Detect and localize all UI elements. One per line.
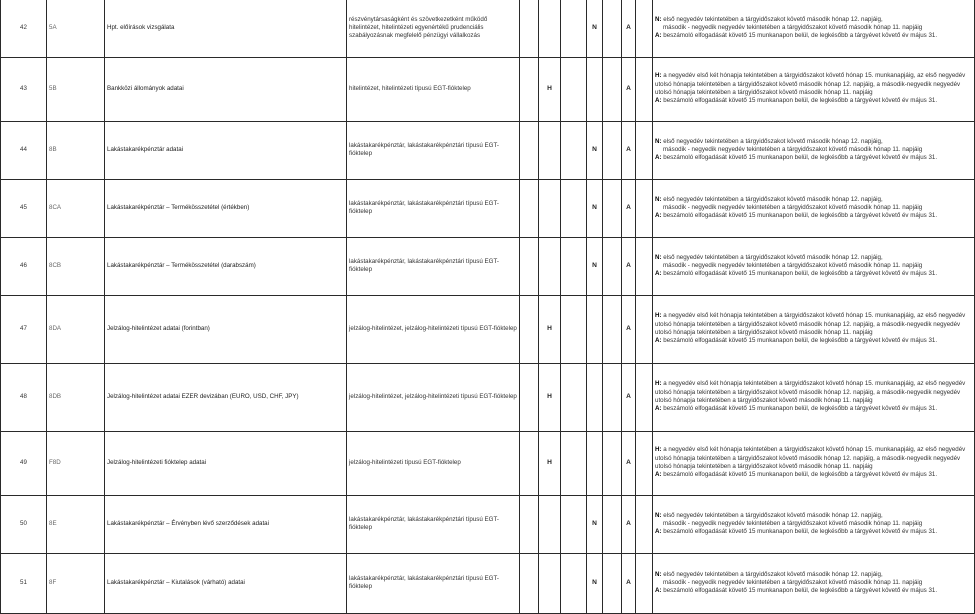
table-code: 8CB [47, 237, 105, 295]
deadline-line [655, 254, 972, 262]
deadline-label: N: [655, 15, 662, 23]
deadline-cell [653, 295, 975, 363]
flag-empty-2 [561, 237, 587, 295]
row-number: 50 [1, 495, 47, 553]
frequency-annual: A [622, 363, 636, 431]
deadline-cell [653, 179, 975, 237]
deadline-label: A: [655, 405, 662, 413]
table-row [1, 295, 975, 363]
deadline-line [655, 579, 972, 587]
flag-empty-4 [636, 237, 653, 295]
flag-empty-4 [636, 57, 653, 121]
flag-empty-3 [603, 553, 622, 613]
deadline-line [655, 512, 972, 520]
row-number: 45 [1, 179, 47, 237]
deadline-label: N: [655, 570, 662, 578]
frequency-monthly [539, 121, 561, 179]
frequency-monthly [539, 237, 561, 295]
deadline-line [655, 337, 972, 345]
flag-empty-2 [561, 179, 587, 237]
deadline-line [655, 146, 972, 154]
deadline-text: első negyedév tekintetében a tárgyidőszakot követő második hónap 12. napjáig, [661, 253, 883, 261]
deadline-line [655, 270, 972, 278]
deadline-text: beszámoló elfogadását követő 15 munkanapon belül, de legkésőbb a tárgyévet követő év május 31. [661, 405, 938, 413]
flag-empty-2 [561, 553, 587, 613]
deadline-text: beszámoló elfogadását követő 15 munkanapon belül, de legkésőbb a tárgyévet követő év május 31. [661, 154, 938, 162]
deadline-line [655, 196, 972, 204]
frequency-quarterly [587, 57, 603, 121]
deadline-text: beszámoló elfogadását követő 15 munkanapon belül, de legkésőbb a tárgyévet követő év május 31. [661, 337, 938, 345]
table-code: 8CA [47, 179, 105, 237]
deadline-text: a negyedév első két hónapja tekintetében a tárgyidőszakot követő hónap 15. munkanapjáig, az első negyedév utolsó hónapja tekintetében a tárgyidőszakot követő második hónap 12. napjáig, a második-negyedik negyedév utolsó hónapja tekintetében a tárgyidőszakot követő második hónap 11. napjáig [655, 72, 966, 96]
deadline-line [655, 528, 972, 536]
deadline-text: második - negyedik negyedév tekintetében a tárgyidőszakot követő második hónap 11. napjáig [663, 145, 923, 153]
table-title: Lakástakarékpénztár – Termékösszetétel (értékben) [105, 179, 347, 237]
deadline-label: A: [655, 528, 662, 536]
table-title: Lakástakarékpénztár – Termékösszetétel (darabszám) [105, 237, 347, 295]
flag-empty-3 [603, 0, 622, 57]
flag-empty-4 [636, 495, 653, 553]
flag-empty-1 [520, 553, 539, 613]
flag-empty-3 [603, 57, 622, 121]
row-number: 48 [1, 363, 47, 431]
frequency-quarterly: N [587, 121, 603, 179]
deadline-label: N: [655, 253, 662, 261]
deadline-cell [653, 237, 975, 295]
row-number: 51 [1, 553, 47, 613]
deadline-text: második - negyedik negyedév tekintetében a tárgyidőszakot követő második hónap 11. napjáig [663, 578, 923, 586]
deadline-line [655, 380, 972, 405]
table-code: 8DB [47, 363, 105, 431]
flag-empty-4 [636, 431, 653, 495]
table-code: 8DA [47, 295, 105, 363]
table-title: Lakástakarékpénztár adatai [105, 121, 347, 179]
table-title: Jelzálog-hitelintézet adatai (forintban) [105, 295, 347, 363]
deadline-text: második - negyedik negyedév tekintetében a tárgyidőszakot követő második hónap 11. napjáig [663, 519, 923, 527]
deadline-cell [653, 431, 975, 495]
deadline-line [655, 520, 972, 528]
deadline-text: beszámoló elfogadását követő 15 munkanapon belül, de legkésőbb a tárgyévet követő év május 31. [661, 270, 938, 278]
deadline-label: A: [655, 471, 662, 479]
deadline-line [655, 312, 972, 337]
deadline-line [655, 471, 972, 479]
frequency-monthly: H [539, 431, 561, 495]
flag-empty-4 [636, 0, 653, 57]
flag-empty-3 [603, 237, 622, 295]
institution-types: lakástakarékpénztár, lakástakarékpénztári típusú EGT-fióktelep [347, 495, 520, 553]
flag-empty-1 [520, 121, 539, 179]
table-title: Jelzálog-hitelintézeti fióktelep adatai [105, 431, 347, 495]
deadline-cell [653, 495, 975, 553]
deadline-line [655, 16, 972, 24]
deadline-text: második - negyedik negyedév tekintetében a tárgyidőszakot követő második hónap 11. napjáig [663, 261, 923, 269]
table-code: F8D [47, 431, 105, 495]
deadline-cell [653, 57, 975, 121]
institution-types: hitelintézet, hitelintézeti típusú EGT-fióktelep [347, 57, 520, 121]
frequency-quarterly: N [587, 553, 603, 613]
flag-empty-4 [636, 179, 653, 237]
deadline-line [655, 97, 972, 105]
table-code: 8F [47, 553, 105, 613]
table-title: Lakástakarékpénztár – Kiutalások (várható) adatai [105, 553, 347, 613]
table-code: 5A [47, 0, 105, 57]
frequency-quarterly [587, 431, 603, 495]
deadline-line [655, 212, 972, 220]
table-title: Hpt. előírások vizsgálata [105, 0, 347, 57]
deadline-cell [653, 363, 975, 431]
flag-empty-1 [520, 495, 539, 553]
flag-empty-2 [561, 121, 587, 179]
frequency-annual: A [622, 295, 636, 363]
institution-types: jelzálog-hitelintézet, jelzálog-hitelintézeti típusú EGT-fióktelep [347, 295, 520, 363]
frequency-quarterly [587, 295, 603, 363]
flag-empty-1 [520, 295, 539, 363]
row-number: 43 [1, 57, 47, 121]
frequency-annual: A [622, 553, 636, 613]
deadline-line [655, 24, 972, 32]
frequency-annual: A [622, 0, 636, 57]
frequency-annual: A [622, 431, 636, 495]
frequency-monthly [539, 0, 561, 57]
flag-empty-2 [561, 495, 587, 553]
institution-types: jelzálog-hitelintézet, jelzálog-hitelintézeti típusú EGT-fióktelep [347, 363, 520, 431]
frequency-annual: A [622, 121, 636, 179]
deadline-line [655, 446, 972, 471]
frequency-monthly [539, 553, 561, 613]
deadline-text: második - negyedik negyedév tekintetében a tárgyidőszakot követő második hónap 11. napjáig [663, 203, 923, 211]
deadline-text: első negyedév tekintetében a tárgyidőszakot követő második hónap 12. napjáig, [661, 511, 883, 519]
flag-empty-3 [603, 495, 622, 553]
deadline-label: A: [655, 32, 662, 40]
deadline-text: első negyedév tekintetében a tárgyidőszakot követő második hónap 12. napjáig, [661, 15, 883, 23]
flag-empty-4 [636, 553, 653, 613]
table-body [1, 0, 975, 613]
flag-empty-1 [520, 179, 539, 237]
table-title: Jelzálog-hitelintézet adatai EZER devizában (EURO, USD, CHF, JPY) [105, 363, 347, 431]
deadline-label: H: [655, 446, 662, 454]
frequency-quarterly: N [587, 237, 603, 295]
deadline-text: beszámoló elfogadását követő 15 munkanapon belül, de legkésőbb a tárgyévet követő év május 31. [661, 587, 938, 595]
flag-empty-3 [603, 363, 622, 431]
flag-empty-1 [520, 431, 539, 495]
deadline-line [655, 204, 972, 212]
table-row [1, 0, 975, 57]
deadline-line [655, 138, 972, 146]
deadline-line [655, 405, 972, 413]
deadline-label: A: [655, 587, 662, 595]
flag-empty-4 [636, 121, 653, 179]
flag-empty-2 [561, 0, 587, 57]
deadline-cell [653, 121, 975, 179]
deadline-label: A: [655, 154, 662, 162]
frequency-monthly: H [539, 363, 561, 431]
deadline-text: beszámoló elfogadását követő 15 munkanapon belül, de legkésőbb a tárgyévet követő év május 31. [661, 32, 938, 40]
flag-empty-3 [603, 179, 622, 237]
deadline-text: első negyedév tekintetében a tárgyidőszakot követő második hónap 12. napjáig, [661, 570, 883, 578]
table-code: 8E [47, 495, 105, 553]
frequency-quarterly [587, 363, 603, 431]
table-code: 5B [47, 57, 105, 121]
flag-empty-4 [636, 363, 653, 431]
flag-empty-2 [561, 431, 587, 495]
deadline-label: A: [655, 270, 662, 278]
deadline-line [655, 587, 972, 595]
frequency-annual: A [622, 495, 636, 553]
frequency-quarterly: N [587, 495, 603, 553]
table-row [1, 495, 975, 553]
frequency-annual: A [622, 57, 636, 121]
row-number: 49 [1, 431, 47, 495]
table-row [1, 179, 975, 237]
deadline-text: első negyedév tekintetében a tárgyidőszakot követő második hónap 12. napjáig, [661, 195, 883, 203]
deadline-label: H: [655, 312, 662, 320]
deadline-text: a negyedév első két hónapja tekintetében a tárgyidőszakot követő hónap 15. munkanapjáig, az első negyedév utolsó hónapja tekintetében a tárgyidőszakot követő második hónap 12. napjáig, a második-negyedik negyedév utolsó hónapja tekintetében a tárgyidőszakot követő második hónap 11. napjáig [655, 446, 966, 470]
frequency-annual: A [622, 237, 636, 295]
deadline-line [655, 571, 972, 579]
flag-empty-3 [603, 295, 622, 363]
frequency-monthly [539, 495, 561, 553]
deadline-label: H: [655, 380, 662, 388]
table-row [1, 57, 975, 121]
flag-empty-2 [561, 295, 587, 363]
frequency-quarterly: N [587, 179, 603, 237]
deadline-label: A: [655, 97, 662, 105]
deadline-line [655, 32, 972, 40]
deadline-line [655, 262, 972, 270]
row-number: 47 [1, 295, 47, 363]
deadline-cell [653, 553, 975, 613]
table-code: 8B [47, 121, 105, 179]
table-title: Lakástakarékpénztár – Érvényben lévő szerződések adatai [105, 495, 347, 553]
table-row [1, 431, 975, 495]
flag-empty-1 [520, 237, 539, 295]
deadline-line [655, 154, 972, 162]
deadline-label: A: [655, 337, 662, 345]
deadline-label: H: [655, 72, 662, 80]
row-number: 46 [1, 237, 47, 295]
deadline-label: N: [655, 137, 662, 145]
table-row [1, 363, 975, 431]
flag-empty-1 [520, 57, 539, 121]
frequency-annual: A [622, 179, 636, 237]
flag-empty-1 [520, 363, 539, 431]
institution-types: lakástakarékpénztár, lakástakarékpénztári típusú EGT-fióktelep [347, 553, 520, 613]
deadline-text: a negyedév első két hónapja tekintetében a tárgyidőszakot követő hónap 15. munkanapjáig, az első negyedév utolsó hónapja tekintetében a tárgyidőszakot követő második hónap 12. napjáig, a második-negyedik negyedév utolsó hónapja tekintetében a tárgyidőszakot követő második hónap 11. napjáig [655, 380, 966, 404]
deadline-cell [653, 0, 975, 57]
deadline-label: A: [655, 212, 662, 220]
frequency-monthly [539, 179, 561, 237]
flag-empty-1 [520, 0, 539, 57]
institution-types: részvénytársaságként és szövetkezetként működő hitelintézet, hitelintézeti egyenértékű prudenciális szabályozásnak megfelelő pénzügyi vállalkozás [347, 0, 520, 57]
frequency-monthly: H [539, 295, 561, 363]
deadline-text: beszámoló elfogadását követő 15 munkanapon belül, de legkésőbb a tárgyévet követő év május 31. [661, 528, 938, 536]
institution-types: lakástakarékpénztár, lakástakarékpénztári típusú EGT-fióktelep [347, 121, 520, 179]
flag-empty-4 [636, 295, 653, 363]
flag-empty-3 [603, 431, 622, 495]
frequency-monthly: H [539, 57, 561, 121]
institution-types: lakástakarékpénztár, lakástakarékpénztári típusú EGT-fióktelep [347, 179, 520, 237]
flag-empty-2 [561, 57, 587, 121]
row-number: 44 [1, 121, 47, 179]
flag-empty-3 [603, 121, 622, 179]
institution-types: jelzálog-hitelintézeti típusú EGT-fióktelep [347, 431, 520, 495]
table-title: Bankközi állományok adatai [105, 57, 347, 121]
table-row [1, 237, 975, 295]
deadline-text: beszámoló elfogadását követő 15 munkanapon belül, de legkésőbb a tárgyévet követő év május 31. [661, 97, 938, 105]
table-row [1, 553, 975, 613]
deadline-label: N: [655, 511, 662, 519]
institution-types: lakástakarékpénztár, lakástakarékpénztári típusú EGT-fióktelep [347, 237, 520, 295]
deadline-text: a negyedév első két hónapja tekintetében a tárgyidőszakot követő hónap 15. munkanapjáig, az első negyedév utolsó hónapja tekintetében a tárgyidőszakot követő második hónap 12. napjáig, a második-negyedik negyedév utolsó hónapja tekintetében a tárgyidőszakot követő második hónap 11. napjáig [655, 312, 966, 336]
flag-empty-2 [561, 363, 587, 431]
deadline-text: beszámoló elfogadását követő 15 munkanapon belül, de legkésőbb a tárgyévet követő év május 31. [661, 212, 938, 220]
deadline-text: beszámoló elfogadását követő 15 munkanapon belül, de legkésőbb a tárgyévet követő év május 31. [661, 471, 938, 479]
row-number: 42 [1, 0, 47, 57]
frequency-quarterly: N [587, 0, 603, 57]
deadline-text: második - negyedik negyedév tekintetében a tárgyidőszakot követő második hónap 11. napjáig [663, 24, 923, 32]
table-row [1, 121, 975, 179]
deadline-label: N: [655, 195, 662, 203]
deadline-line [655, 72, 972, 97]
deadline-text: első negyedév tekintetében a tárgyidőszakot követő második hónap 12. napjáig, [661, 137, 883, 145]
